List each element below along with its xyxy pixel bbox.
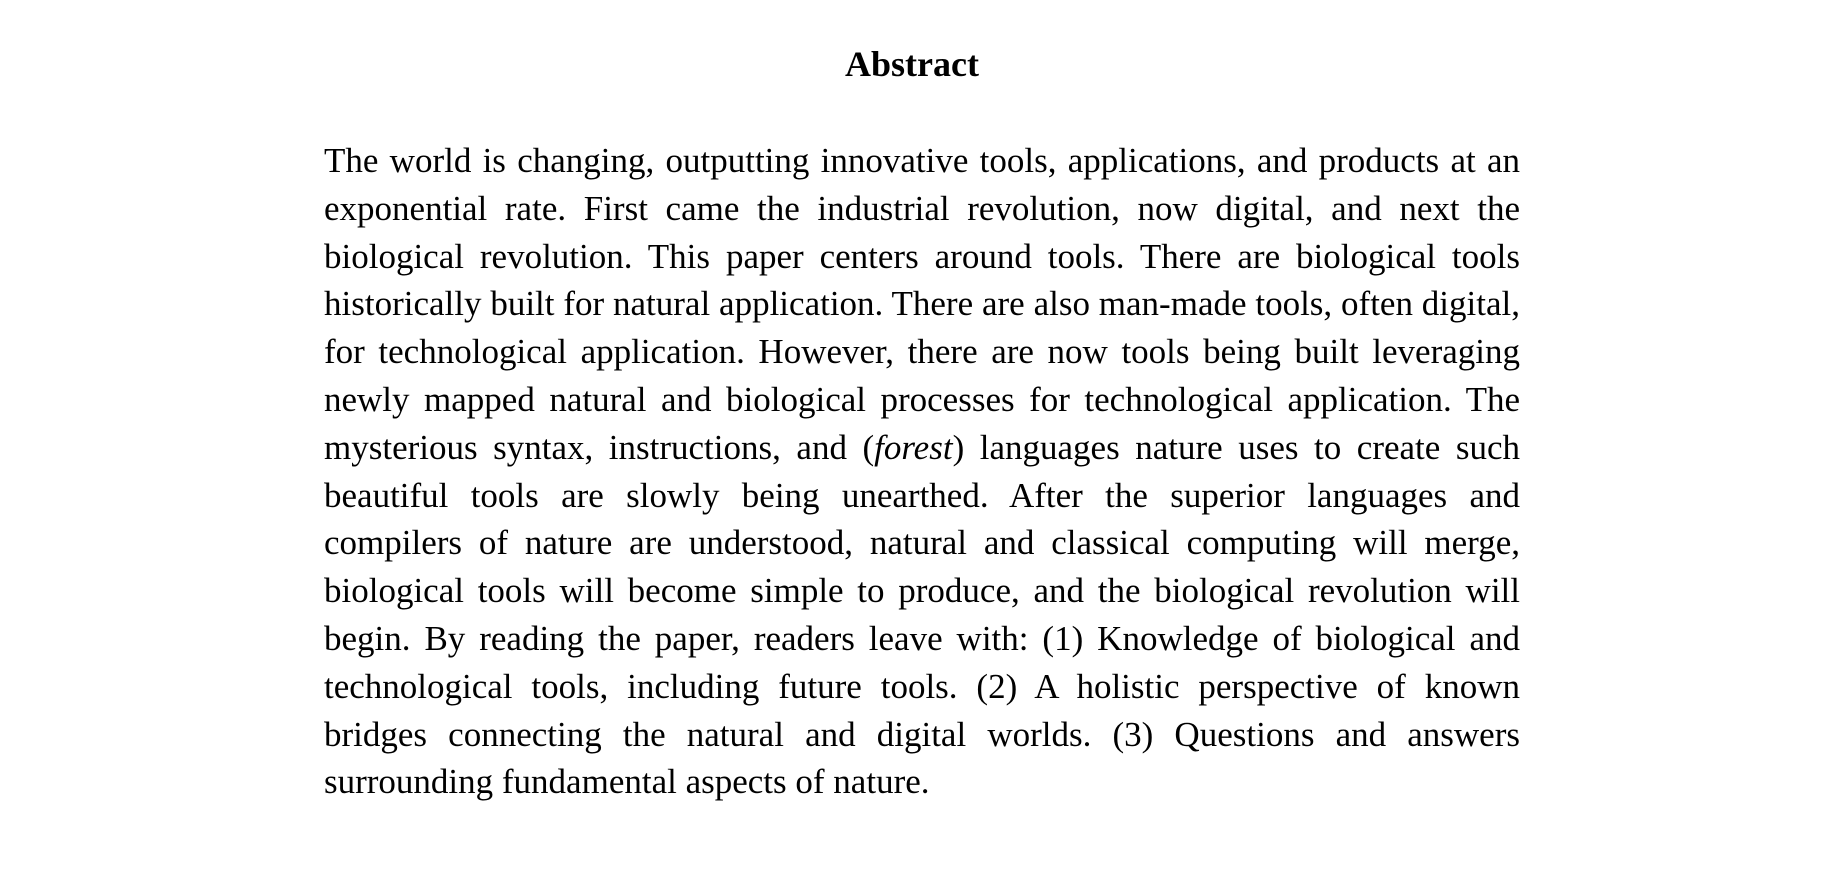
abstract-emphasis: forest	[874, 427, 953, 467]
abstract-heading: Abstract	[845, 44, 979, 84]
abstract-text-part-2: ) languages nature uses to create such beautiful tools are slowly being unearthed. After the superior languages and compilers of nature are understood, natural and classical computing will merge, biological tools will become simple to produce, and the biological revolution will begin. By reading the paper, readers leave with: (1) Knowledge of biological and technological tools, including future tools. (2) A holistic perspective of known bridges connecting the natural and digital worlds. (3) Questions and answers surrounding fundamental aspects of nature.	[324, 427, 1520, 802]
abstract-text-part-1: The world is changing, outputting innovative tools, applications, and products at an exponential rate. First came the industrial revolution, now digital, and next the biological revolution. This paper centers around tools. There are biological tools historically built for natural application. There are also man-made tools, often digital, for technological application. However, there are now tools being built leveraging newly mapped natural and biological processes for technological application. The mysterious syntax, instructions, and (	[324, 141, 1520, 467]
abstract-paragraph	[324, 137, 1520, 806]
